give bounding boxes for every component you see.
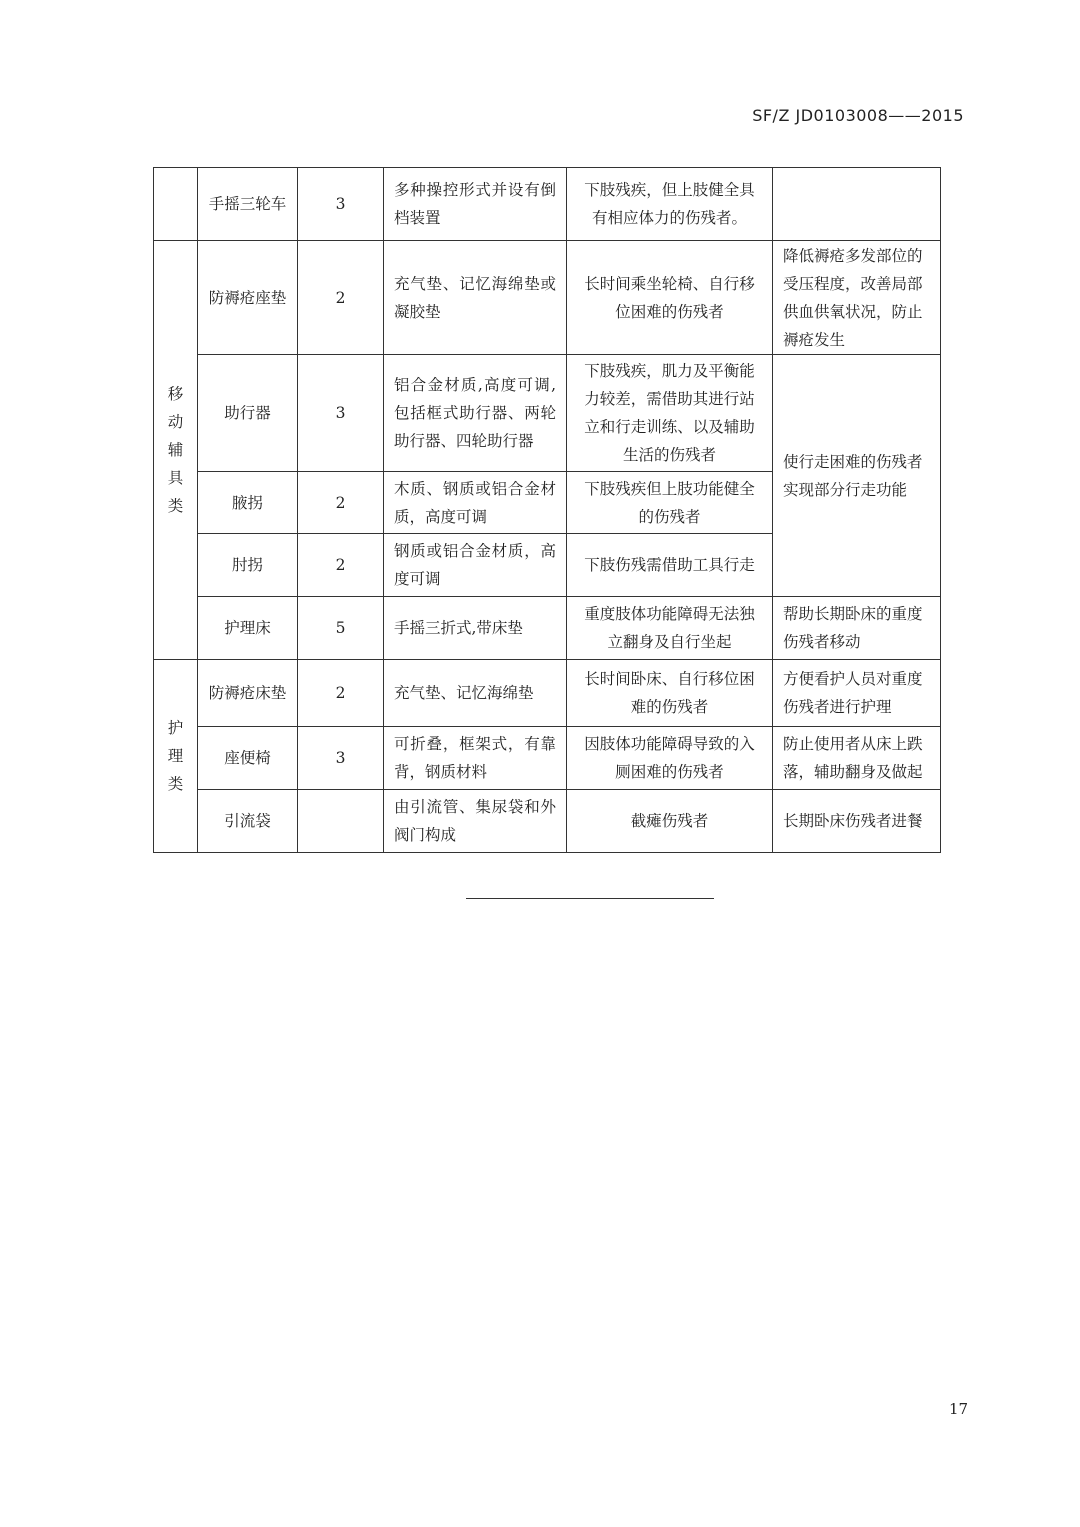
device-material: 由引流管、集尿袋和外阀门构成: [384, 790, 567, 853]
page-number: 17: [949, 1400, 969, 1418]
device-material: 铝合金材质,高度可调,包括框式助行器、两轮助行器、四轮助行器: [384, 355, 567, 472]
category-nursing: 护理类: [154, 660, 198, 853]
device-material: 手摇三折式,带床垫: [384, 597, 567, 660]
device-quantity: 2: [298, 534, 384, 597]
device-target: 下肢残疾，但上肢健全具有相应体力的伤残者。: [567, 168, 773, 241]
device-quantity: [298, 790, 384, 853]
table-row: [154, 790, 941, 853]
device-target: 重度肢体功能障碍无法独立翻身及自行坐起: [567, 597, 773, 660]
device-quantity: 5: [298, 597, 384, 660]
device-quantity: 2: [298, 241, 384, 355]
device-target: 长时间乘坐轮椅、自行移位困难的伤残者: [567, 241, 773, 355]
device-material: 钢质或铝合金材质，高度可调: [384, 534, 567, 597]
device-name: 座便椅: [198, 727, 298, 790]
device-material: 充气垫、记忆海绵垫: [384, 660, 567, 727]
table-row: [154, 241, 941, 355]
device-quantity: 2: [298, 472, 384, 534]
device-function: 帮助长期卧床的重度伤残者移动: [773, 597, 941, 660]
device-name: 助行器: [198, 355, 298, 472]
device-name: 防褥疮床垫: [198, 660, 298, 727]
device-target: 下肢残疾，肌力及平衡能力较差，需借助其进行站立和行走训练、以及辅助生活的伤残者: [567, 355, 773, 472]
table-row: [154, 168, 941, 241]
device-quantity: 3: [298, 355, 384, 472]
device-material: 多种操控形式并设有倒档装置: [384, 168, 567, 241]
device-quantity: 2: [298, 660, 384, 727]
device-function: [773, 168, 941, 241]
device-function: 使行走困难的伤残者实现部分行走功能: [773, 355, 941, 597]
category-mobility: 移动辅具类: [154, 241, 198, 660]
document-code: SF/Z JD0103008——2015: [752, 106, 964, 125]
device-name: 引流袋: [198, 790, 298, 853]
table-row: [154, 355, 941, 472]
table-row: [154, 727, 941, 790]
device-name: 手摇三轮车: [198, 168, 298, 241]
assistive-device-table: [153, 167, 941, 853]
device-target: 截瘫伤残者: [567, 790, 773, 853]
device-name: 腋拐: [198, 472, 298, 534]
category-cell-empty: [154, 168, 198, 241]
device-material: 木质、钢质或铝合金材质，高度可调: [384, 472, 567, 534]
device-target: 下肢残疾但上肢功能健全的伤残者: [567, 472, 773, 534]
device-function: 长期卧床伤残者进餐: [773, 790, 941, 853]
device-name: 肘拐: [198, 534, 298, 597]
table-row: [154, 660, 941, 727]
device-material: 充气垫、记忆海绵垫或凝胶垫: [384, 241, 567, 355]
device-name: 防褥疮座垫: [198, 241, 298, 355]
device-target: 下肢伤残需借助工具行走: [567, 534, 773, 597]
device-name: 护理床: [198, 597, 298, 660]
device-function: 降低褥疮多发部位的受压程度，改善局部供血供氧状况，防止褥疮发生: [773, 241, 941, 355]
device-target: 长时间卧床、自行移位困难的伤残者: [567, 660, 773, 727]
device-quantity: 3: [298, 727, 384, 790]
device-material: 可折叠，框架式，有靠背，钢质材料: [384, 727, 567, 790]
device-quantity: 3: [298, 168, 384, 241]
device-function: 防止使用者从床上跌落，辅助翻身及做起: [773, 727, 941, 790]
end-of-section-rule: [466, 898, 714, 899]
table-row: [154, 597, 941, 660]
device-function: 方便看护人员对重度伤残者进行护理: [773, 660, 941, 727]
device-target: 因肢体功能障碍导致的入厕困难的伤残者: [567, 727, 773, 790]
